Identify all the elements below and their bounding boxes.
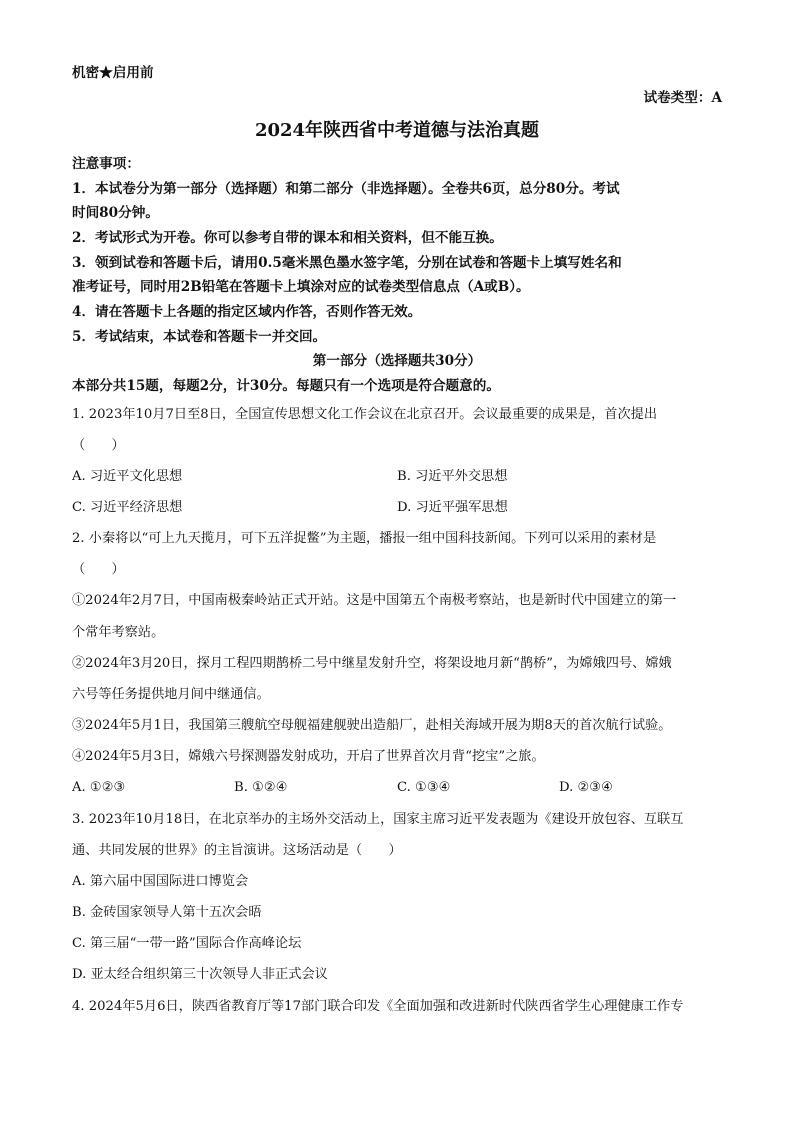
q2-option-c: C. ①③④	[397, 780, 451, 795]
q3-stem-line-2: 通、共同发展的世界》的主旨演讲。这场活动是（ ）	[72, 843, 402, 858]
q2-option-a: A. ①②③	[72, 780, 126, 795]
q3-option-d: D. 亚太经合组织第三十次领导人非正式会议	[72, 967, 328, 982]
q2-stem-line-2: （ ）	[72, 562, 125, 577]
notice-item-2: 2．考试形式为开卷。你可以参考自带的课本和相关资料，但不能互换。	[72, 230, 503, 246]
notice-item-1-line-1: 1．本试卷分为第一部分（选择题）和第二部分（非选择题）。全卷共6页，总分80分。考试	[72, 181, 620, 197]
secret-label: 机密★启用前	[72, 65, 154, 81]
q1-stem-line-2: （ ）	[72, 438, 125, 453]
part1-instruction: 本部分共15题，每题2分，计30分。每题只有一个选项是符合题意的。	[72, 378, 500, 394]
notice-item-5: 5．考试结束，本试卷和答题卡一并交回。	[72, 329, 327, 345]
q1-option-b: B. 习近平外交思想	[397, 469, 508, 484]
paper-type-label: 试卷类型：A	[643, 90, 722, 106]
q2-material-1-line-1: ①2024年2月7日，中国南极秦岭站正式开站。这是中国第五个南极考察站，也是新时代中国建立的第一	[72, 593, 677, 608]
notice-heading: 注意事项：	[72, 156, 140, 172]
notice-item-4: 4．请在答题卡上各题的指定区域内作答，否则作答无效。	[72, 304, 422, 320]
part1-heading: 第一部分（选择题共30分）	[312, 353, 482, 369]
q2-stem-line-1: 2. 小秦将以“可上九天揽月，可下五洋捉鳖”为主题，播报一组中国科技新闻。下列可以采用的素材是	[72, 531, 657, 546]
q2-option-b: B. ①②④	[234, 780, 288, 795]
q2-option-d: D. ②③④	[559, 780, 613, 795]
q3-option-c: C. 第三届“一带一路”国际合作高峰论坛	[72, 936, 302, 951]
page-title: 2024年陕西省中考道德与法治真题	[254, 120, 540, 141]
q2-material-2-line-2: 六号等任务提供地月间中继通信。	[72, 687, 270, 702]
notice-item-3-line-1: 3．领到试卷和答题卡后，请用0.5毫米黑色墨水签字笔，分别在试卷和答题卡上填写姓名和	[72, 255, 622, 271]
q4-stem-line-1: 4. 2024年5月6日，陕西省教育厅等17部门联合印发《全面加强和改进新时代陕西省学生心理健康工作专	[72, 999, 684, 1014]
q2-material-1-line-2: 个常年考察站。	[72, 625, 165, 640]
q2-material-4: ④2024年5月3日，嫦娥六号探测器发射成功，开启了世界首次月背“挖宝”之旅。	[72, 749, 545, 764]
q1-option-a: A. 习近平文化思想	[72, 469, 183, 484]
q3-stem-line-1: 3. 2023年10月18日，在北京举办的主场外交活动上，国家主席习近平发表题为《建设开放包容、互联互	[72, 812, 684, 827]
q2-material-2-line-1: ②2024年3月20日，探月工程四期鹊桥二号中继星发射升空，将架设地月新“鹊桥”，为嫦娥四号、嫦娥	[72, 656, 672, 671]
q2-material-3: ③2024年5月1日，我国第三艘航空母舰福建舰驶出造船厂，赴相关海域开展为期8天的首次航行试验。	[72, 718, 672, 733]
q1-option-c: C. 习近平经济思想	[72, 500, 183, 515]
q3-option-b: B. 金砖国家领导人第十五次会晤	[72, 905, 262, 920]
notice-item-1-line-2: 时间80分钟。	[72, 205, 159, 221]
q1-stem-line-1: 1. 2023年10月7日至8日，全国宣传思想文化工作会议在北京召开。会议最重要的成果是，首次提出	[72, 407, 658, 422]
q1-option-d: D. 习近平强军思想	[397, 500, 508, 515]
notice-item-3-line-2: 准考证号，同时用2B铅笔在答题卡上填涂对应的试卷类型信息点（A或B）。	[72, 279, 530, 295]
q3-option-a: A. 第六届中国国际进口博览会	[72, 874, 249, 889]
